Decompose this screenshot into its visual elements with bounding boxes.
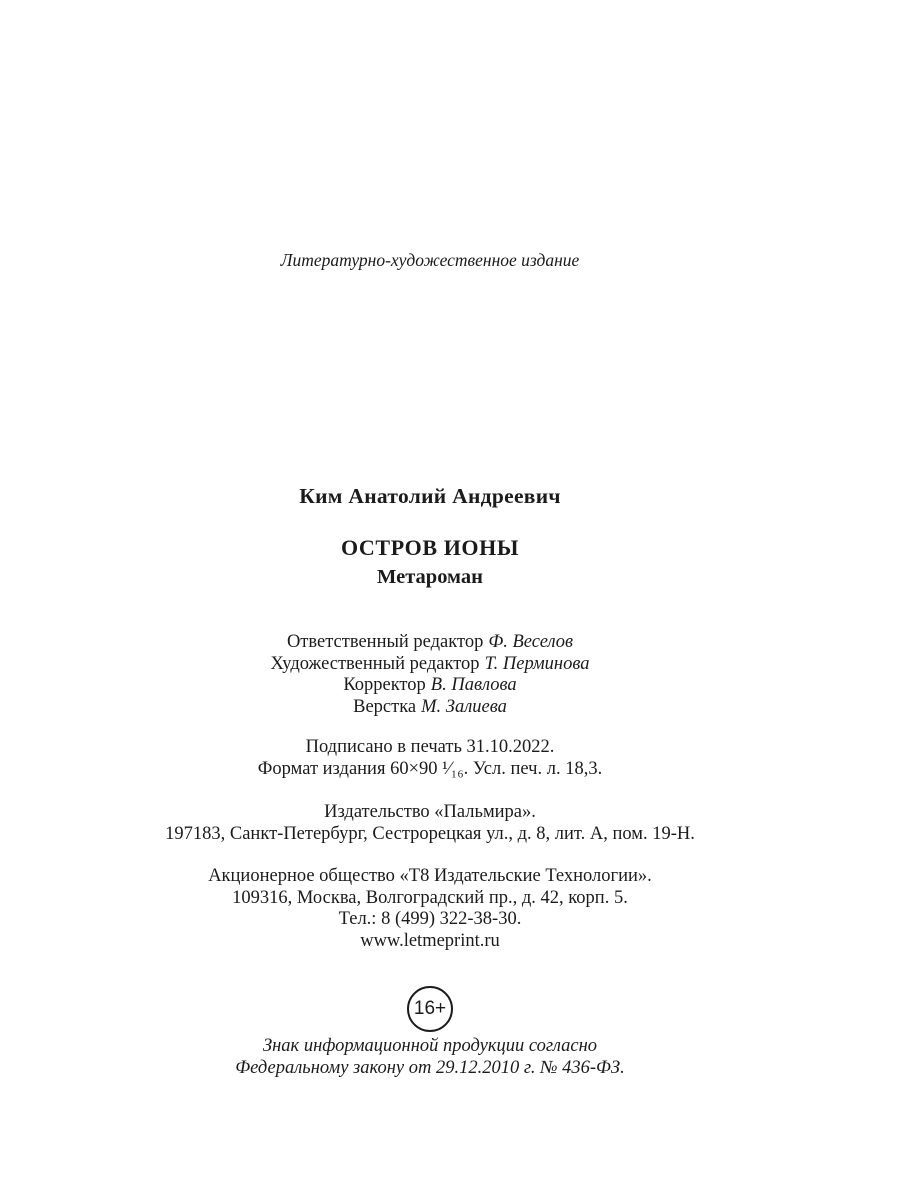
edition-note: Литературно-художественное издание: [280, 250, 580, 270]
publisher-block: [0, 802, 860, 845]
printing-company-block: [0, 866, 860, 952]
credit-role: Художественный редактор: [270, 653, 480, 674]
printing-company-address: 109316, Москва, Волгоградский пр., д. 42, корп. 5.: [232, 887, 628, 908]
credit-person: Т. Перминова: [484, 653, 590, 674]
credit-line: [0, 697, 860, 719]
credit-role: Верстка: [353, 696, 417, 717]
printing-company-website: www.letmeprint.ru: [360, 930, 500, 951]
info-sign-note-line1: Знак информационной продукции согласно: [262, 1036, 598, 1056]
credit-role: Ответственный редактор: [286, 632, 484, 652]
print-date: Подписано в печать 31.10.2022.: [305, 737, 555, 757]
info-sign-note-line2: Федеральному закону от 29.12.2010 г. № 436-ФЗ.: [235, 1057, 625, 1078]
credit-line: [0, 632, 860, 654]
printing-company-name: Акционерное общество «Т8 Издательские Технологии».: [208, 866, 652, 886]
publisher-address: 197183, Санкт-Петербург, Сестрорецкая ул., д. 8, лит. А, пом. 19-Н.: [165, 823, 695, 844]
credit-person: Ф. Веселов: [488, 632, 574, 652]
print-format: Формат издания 60×90 ¹⁄₁₆. Усл. печ. л. 18,3.: [257, 758, 603, 779]
credit-line: [0, 654, 860, 676]
credit-person: М. Залиева: [421, 696, 507, 717]
age-rating-badge-wrap: [0, 986, 860, 1032]
printing-company-phone: Тел.: 8 (499) 322-38-30.: [338, 909, 522, 929]
credit-role: Корректор: [343, 675, 426, 695]
book-subtitle: Метароман: [377, 566, 483, 588]
author-name: Ким Анатолий Андреевич: [299, 484, 561, 508]
publisher-name: Издательство «Пальмира».: [324, 802, 536, 822]
info-sign-note-block: [0, 1036, 860, 1079]
age-rating-badge: 16+: [407, 986, 453, 1032]
credit-line: [0, 675, 860, 697]
print-info-block: [0, 737, 860, 780]
credits-block: [0, 632, 860, 718]
credit-person: В. Павлова: [430, 675, 517, 695]
book-title: ОСТРОВ ИОНЫ: [340, 535, 520, 560]
